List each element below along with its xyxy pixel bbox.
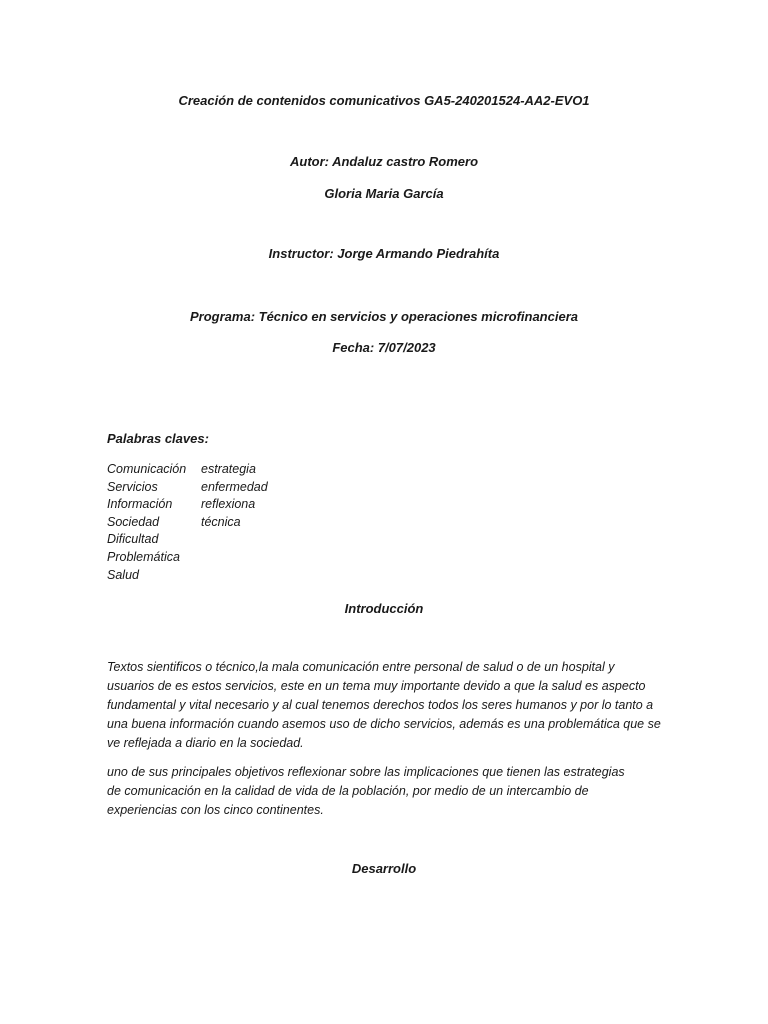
keyword-row <box>107 514 268 532</box>
introduction-paragraph-1 <box>107 658 663 753</box>
keyword-item: Información <box>107 497 173 512</box>
keyword-row <box>107 531 268 549</box>
keyword-item: técnica <box>201 514 241 529</box>
paragraph-line: fundamental y vital necesario y al cual tenemos derechos todos los seres humanos y por lo tanto a <box>107 698 654 712</box>
author-line: Autor: Andaluz castro Romero <box>289 154 479 169</box>
keyword-item: enfermedad <box>201 479 268 494</box>
keyword-row <box>107 461 268 479</box>
paragraph-line: de comunicación en la calidad de vida de la población, por medio de un intercambio de <box>107 784 589 798</box>
keyword-row <box>107 496 268 514</box>
introduction-paragraph-2 <box>107 763 663 820</box>
paragraph-line: una buena información cuando asemos uso de dicho servicios, además es una problemática que se <box>107 717 661 731</box>
paragraph-line: experiencias con los cinco continentes. <box>107 803 324 817</box>
coauthor-line: Gloria Maria García <box>324 186 444 201</box>
keyword-item: Servicios <box>107 479 158 494</box>
paragraph-line: ve reflejada a diario en la sociedad. <box>107 736 304 750</box>
keywords-heading: Palabras claves: <box>107 431 209 446</box>
date-line: Fecha: 7/07/2023 <box>332 340 436 355</box>
keywords-list <box>107 461 268 584</box>
document-title: Creación de contenidos comunicativos GA5-240201524-AA2-EVO1 <box>178 93 590 108</box>
keyword-row <box>107 567 268 585</box>
keyword-item: Dificultad <box>107 532 159 547</box>
keyword-item: Problemática <box>107 549 180 564</box>
paragraph-line: uno de sus principales objetivos reflexionar sobre las implicaciones que tienen las estrategias <box>107 765 625 779</box>
paragraph-line: usuarios de es estos servicios, este en un tema muy importante devido a que la salud es aspecto <box>107 679 646 693</box>
keyword-item: estrategia <box>201 462 256 476</box>
keyword-item: Sociedad <box>107 514 160 529</box>
keyword-item: reflexiona <box>201 497 256 512</box>
keyword-item: Comunicación <box>107 462 187 476</box>
paragraph-line: Textos sientificos o técnico,la mala comunicación entre personal de salud o de un hospital y <box>107 660 615 674</box>
keyword-item: Salud <box>107 567 139 582</box>
program-line: Programa: Técnico en servicios y operaciones microfinanciera <box>190 309 578 324</box>
instructor-line: Instructor: Jorge Armando Piedrahíta <box>268 246 500 261</box>
development-heading: Desarrollo <box>351 861 417 876</box>
introduction-heading: Introducción <box>344 601 424 616</box>
keyword-row <box>107 479 268 497</box>
keyword-row <box>107 549 268 567</box>
